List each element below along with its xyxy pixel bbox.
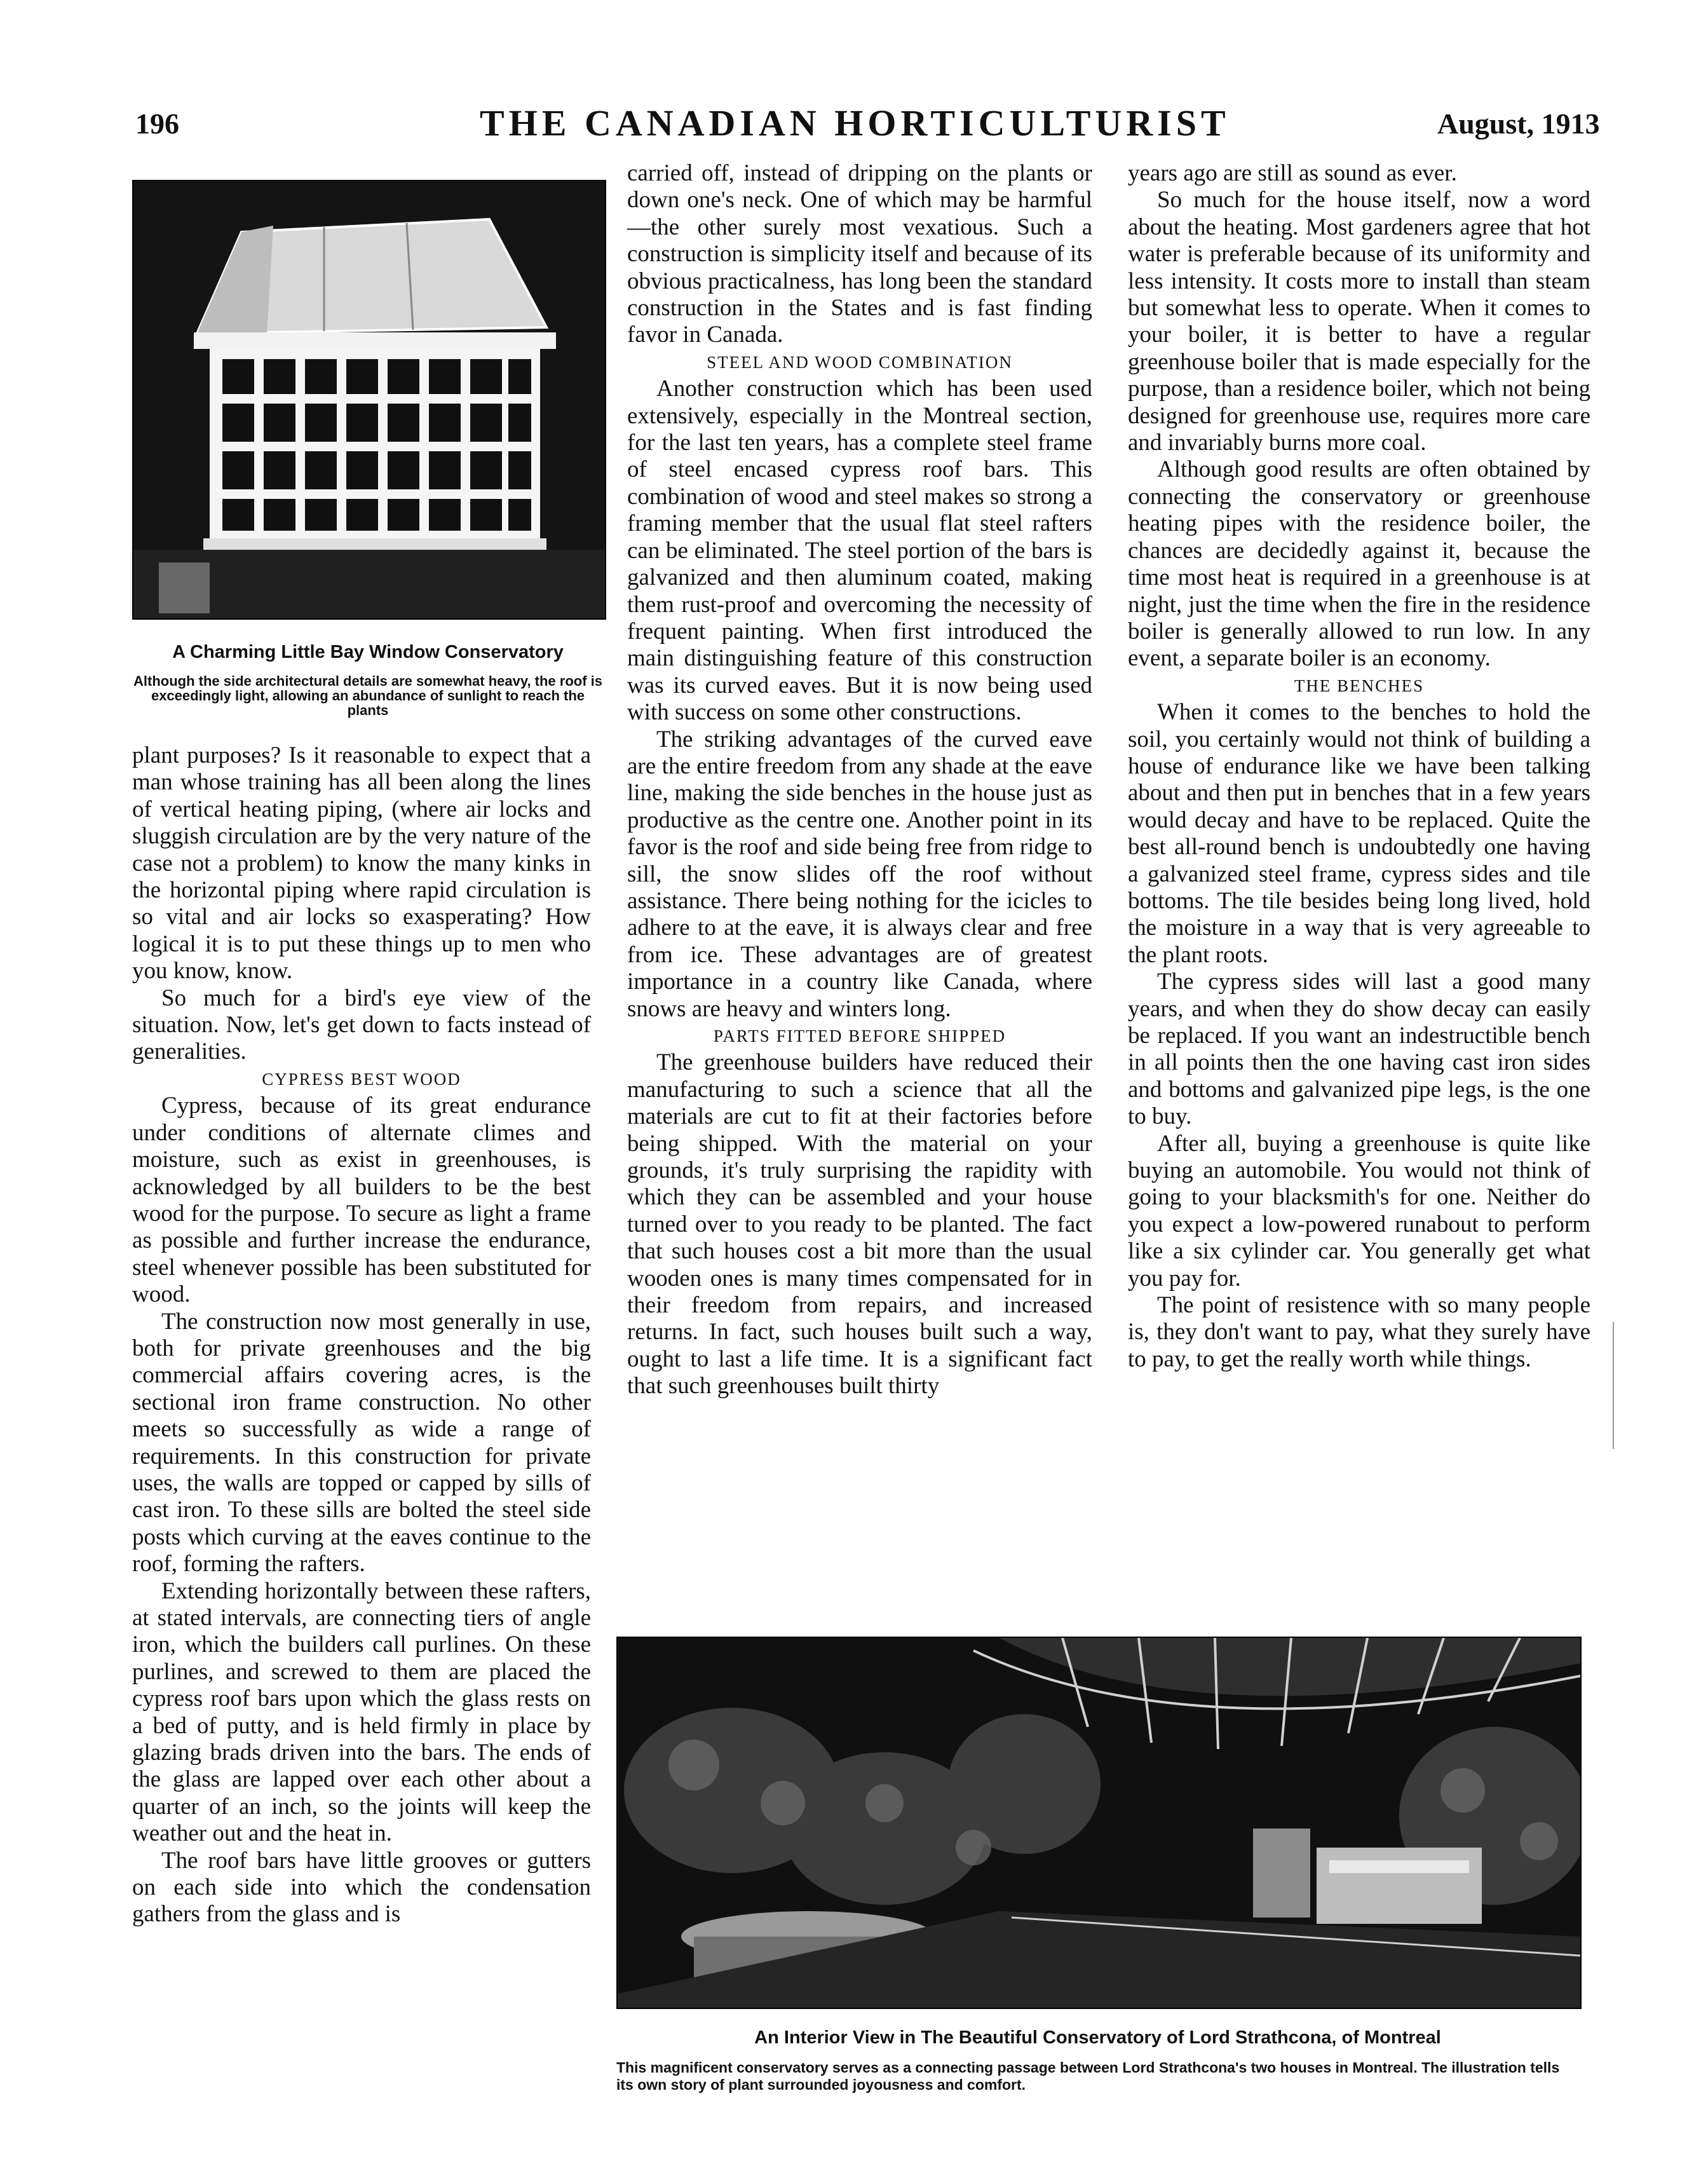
column-3-paragraph: When it comes to the benches to hold the soil, you certainly would not think of building a house of endurance like we have been talking about and then put in benches that in a few years would decay and have to be replaced. Quite the best all-round bench is undoubtedly one having a galvanized steel frame, cypress sides and tile bottoms. The tile besides being long lived, hold the moisture in a way that is very agreeable to the plant roots. bbox=[1128, 699, 1590, 968]
page-number: 196 bbox=[135, 107, 179, 140]
column-3-paragraph: After all, buying a greenhouse is quite like buying an automobile. You would not think of going to your blacksmith's for one. Neither do you expect a low-powered runabout to perform like a six cylinder car. You generally get what you pay for. bbox=[1128, 1130, 1590, 1291]
figure-2-title: An Interior View in The Beautiful Conservatory of Lord Strathcona, of Montreal bbox=[754, 2027, 1441, 2048]
column-rule bbox=[1613, 1322, 1614, 1449]
figure-2-caption: This magnificent conservatory serves as a connecting passage between Lord Strathcona's two houses in Montreal. The illustration tells its own story of plant surrounded joyousness and comfort. bbox=[616, 2059, 1560, 2093]
column-3-paragraph: Although good results are often obtained by connecting the conservatory or greenhouse heating pipes with the residence boiler, the chances are decidedly against it, because the time most heat is required in a greenhouse is at night, just the time when the fire in the residence boiler is generally allowed to run low. In any event, a separate boiler is an economy. bbox=[1128, 456, 1590, 672]
section-heading: PARTS FITTED BEFORE SHIPPED bbox=[713, 1026, 1006, 1046]
column-3-paragraph: So much for the house itself, now a word about the heating. Most gardeners agree that hot water is preferable because of its uniformity and less intensity. It costs more to install than steam but somewhat less to operate. When it comes to your boiler, it is better to have a regular greenhouse boiler that is made especially for the purpose, than a residence boiler, which not being designed for greenhouse use, requires more care and invariably burns more coal. bbox=[1128, 187, 1590, 456]
column-1-paragraph: Extending horizontally between these rafters, at stated intervals, are connecting tiers of angle iron, which the builders call purlines. On these purlines, and screwed to them are placed the cypress roof bars upon which the glass rests on a bed of putty, and is held firmly in place by glazing brads driven into the bars. The ends of the glass are lapped over each other about a quarter of an inch, so the joints will keep the weather out and the heat in. bbox=[132, 1577, 591, 1847]
column-3-paragraph: The point of resistence with so many people is, they don't want to pay, what they surely have to pay, to get the really worth while things. bbox=[1128, 1292, 1590, 1372]
issue-date: August, 1913 bbox=[1437, 107, 1600, 140]
column-1-paragraph: The roof bars have little grooves or gutters on each side into which the condensation gathers from the glass and is bbox=[132, 1847, 591, 1928]
column-2-paragraph: Another construction which has been used extensively, especially in the Montreal section, for the last ten years, has a complete steel frame of steel encased cypress roof bars. This combination of wood and steel makes so strong a framing member that the usual flat steel rafters can be eliminated. The steel portion of the bars is galvanized and then aluminum coated, making them rust-proof and overcoming the necessity of frequent painting. When first introduced the main distinguishing feature of this construction was its curved eaves. But it is now being used with success on some other constructions. bbox=[627, 376, 1092, 726]
section-heading: STEEL AND WOOD COMBINATION bbox=[707, 352, 1013, 372]
column-2-paragraph: The striking advantages of the curved eave are the entire freedom from any shade at the eave line, making the side benches in the house just as productive as the centre one. Another point in its favor is the roof and side being free from ridge to sill, the snow slides off the roof without assistance. There being nothing for the icicles to adhere to at the eave, it is always clear and free from ice. These advantages are of greatest importance in a country like Canada, where snows are heavy and winters long. bbox=[627, 726, 1092, 1022]
column-2-paragraph: carried off, instead of dripping on the plants or down one's neck. One of which may be harmful—the other surely most vexatious. Such a construction is simplicity itself and because of its obvious practicalness, has long been the standard construction in the States and is fast finding favor in Canada. bbox=[627, 160, 1092, 348]
column-3 bbox=[1128, 160, 1590, 1373]
column-2 bbox=[627, 160, 1092, 1400]
bay-window-illustration bbox=[133, 181, 605, 618]
column-1 bbox=[132, 742, 591, 1928]
column-3-paragraph: The cypress sides will last a good many years, and when they do show decay can easily be replaced. If you want an indestructible bench in all points then the one having cast iron sides and bottoms and galvanized pipe legs, is the one to buy. bbox=[1128, 969, 1590, 1130]
figure-1-caption: Although the side architectural details are somewhat heavy, the roof is exceedingly light, allowing an abundance of sunlight to reach the plants bbox=[133, 673, 602, 718]
figure-1-title: A Charming Little Bay Window Conservatory bbox=[172, 642, 564, 662]
column-1-paragraph: The construction now most generally in use, both for private greenhouses and the big commercial affairs covering acres, is the sectional iron frame construction. No other meets so successfully as wide a range of requirements. In this construction for private uses, the walls are topped or capped by sills of cast iron. To these sills are bolted the steel side posts which curving at the eaves continue to the roof, forming the rafters. bbox=[132, 1308, 591, 1577]
section-heading: THE BENCHES bbox=[1294, 676, 1425, 695]
conservatory-interior-illustration bbox=[618, 1638, 1580, 2008]
section-heading: CYPRESS BEST WOOD bbox=[262, 1069, 461, 1089]
column-3-paragraph: years ago are still as sound as ever. bbox=[1128, 160, 1457, 186]
conservatory-interior-photo bbox=[616, 1637, 1582, 2009]
column-1-paragraph: So much for a bird's eye view of the situation. Now, let's get down to facts instead of generalities. bbox=[132, 984, 591, 1065]
column-1-paragraph: Cypress, because of its great endurance under conditions of alternate climes and moisture, such as exist in greenhouses, is acknowledged by all builders to be the best wood for the purpose. To secure as light a frame as possible and further increase the endurance, steel whenever possible has been substituted for wood. bbox=[132, 1093, 591, 1308]
bay-window-photo bbox=[132, 180, 606, 620]
column-1-paragraph: plant purposes? Is it reasonable to expect that a man whose training has all been along the lines of vertical heating piping, (where air locks and sluggish circulation are by the very nature of the case not a problem) to know the many kinks in the horizontal piping where rapid circulation is so vital and air locks so exasperating? How logical it is to put these things up to men who you know, know. bbox=[132, 742, 591, 984]
column-2-paragraph: The greenhouse builders have reduced their manufacturing to such a science that all the materials are cut to fit at their factories before being shipped. With the material on your grounds, it's truly surprising the rapidity with which they can be assembled and your house turned over to you ready to be planted. The fact that such houses cost a bit more than the usual wooden ones is many times compensated for in their freedom from repairs, and increased returns. In fact, such houses built such a way, ought to last a life time. It is a significant fact that such greenhouses built thirty bbox=[627, 1049, 1092, 1400]
magazine-title: THE CANADIAN HORTICULTURIST bbox=[480, 102, 1230, 144]
